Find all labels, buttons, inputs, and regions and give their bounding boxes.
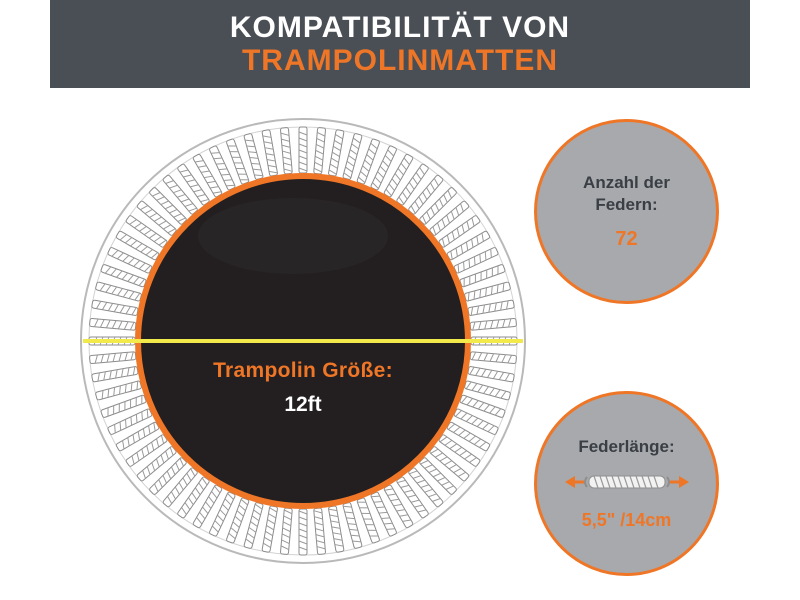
trampoline-illustration: [78, 116, 528, 566]
trampoline-size-title: Trampolin Größe:: [213, 359, 393, 382]
mat-highlight: [198, 198, 388, 274]
title-banner: [50, 0, 750, 88]
spring-count-title-line-1: Anzahl der: [583, 172, 670, 192]
spring-count-title: [583, 172, 670, 216]
spring-count-title-line-2: Federn:: [595, 195, 658, 214]
spring-count-bubble: [534, 119, 719, 304]
spring-length-bubble: [534, 391, 719, 576]
spring-icon: [563, 469, 691, 500]
title-line-2: TRAMPOLINMATTEN: [241, 44, 559, 77]
spring-length-title: Federlänge:: [578, 437, 675, 457]
diagram-stage: [0, 88, 800, 600]
title-line-1: KOMPATIBILITÄT VON: [229, 10, 571, 44]
spring-count-value: 72: [615, 228, 638, 251]
trampoline-size-value: 12ft: [284, 393, 322, 416]
spring-length-value: 5,5" /14cm: [581, 509, 672, 530]
trampoline-svg: [78, 116, 528, 566]
